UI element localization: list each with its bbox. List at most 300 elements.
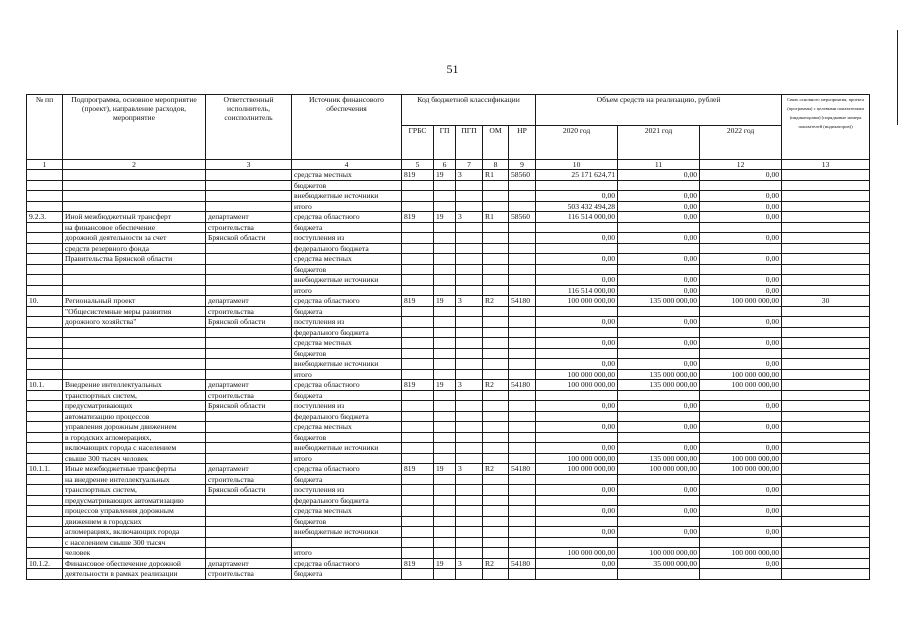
row-code-pgp-cell (456, 359, 483, 370)
row-responsible-cell: департамент (206, 464, 292, 475)
row-code-nr-cell: 58560 (509, 170, 536, 181)
row-indicator-cell (782, 411, 870, 422)
row-value-2020-cell: 100 000 000,00 (536, 464, 618, 475)
row-number-cell (27, 233, 63, 244)
row-code-nr-cell (509, 191, 536, 202)
row-value-2021-cell (618, 306, 700, 317)
row-value-2020-cell: 0,00 (536, 191, 618, 202)
row-source-cell: средства областного (292, 380, 402, 391)
row-name-cell: средств резервного фонда (63, 243, 206, 254)
row-indicator-cell (782, 401, 870, 412)
row-code-grbs-cell: 819 (402, 296, 434, 307)
row-source-cell: бюджета (292, 222, 402, 233)
row-source-cell: бюджетов (292, 516, 402, 527)
row-value-2021-cell: 0,00 (618, 506, 700, 517)
table-row (27, 191, 870, 202)
row-code-gp-cell (434, 317, 456, 328)
row-number-cell (27, 516, 63, 527)
row-indicator-cell (782, 170, 870, 181)
row-source-cell: поступления из (292, 401, 402, 412)
row-code-om-cell (483, 359, 509, 370)
row-indicator-cell (782, 390, 870, 401)
table-row (27, 285, 870, 296)
row-responsible-cell (206, 327, 292, 338)
row-number-cell (27, 243, 63, 254)
row-code-pgp-cell (456, 401, 483, 412)
row-code-grbs-cell (402, 485, 434, 496)
row-name-cell (63, 359, 206, 370)
row-code-grbs-cell (402, 264, 434, 275)
row-responsible-cell (206, 254, 292, 265)
row-number-cell (27, 527, 63, 538)
row-name-cell: на внедрение интеллектуальных (63, 474, 206, 485)
row-source-cell: средства местных (292, 254, 402, 265)
table-row (27, 380, 870, 391)
header-volume: Объем средств на реализацию, рублей (536, 95, 782, 126)
row-code-gp-cell (434, 548, 456, 559)
row-code-nr-cell (509, 569, 536, 580)
row-responsible-cell: департамент (206, 558, 292, 569)
row-name-cell (63, 285, 206, 296)
page-edge-line (897, 30, 898, 125)
row-value-2021-cell: 0,00 (618, 233, 700, 244)
table-row (27, 558, 870, 569)
row-value-2021-cell (618, 569, 700, 580)
row-code-grbs-cell (402, 474, 434, 485)
row-name-cell: свыше 300 тысяч человек (63, 453, 206, 464)
row-code-om-cell (483, 443, 509, 454)
row-number-cell (27, 327, 63, 338)
row-code-pgp-cell (456, 275, 483, 286)
row-value-2022-cell: 0,00 (700, 359, 782, 370)
column-number: 3 (206, 160, 292, 170)
row-indicator-cell (782, 548, 870, 559)
row-value-2021-cell: 0,00 (618, 443, 700, 454)
row-name-cell: агломерациях, включающих города (63, 527, 206, 538)
row-value-2020-cell: 0,00 (536, 275, 618, 286)
table-row (27, 464, 870, 475)
row-value-2020-cell (536, 569, 618, 580)
row-value-2022-cell (700, 516, 782, 527)
row-value-2022-cell: 0,00 (700, 254, 782, 265)
row-value-2020-cell: 0,00 (536, 401, 618, 412)
row-value-2021-cell: 0,00 (618, 191, 700, 202)
row-value-2022-cell (700, 348, 782, 359)
row-code-grbs-cell (402, 222, 434, 233)
row-source-cell: итого (292, 201, 402, 212)
row-value-2022-cell: 0,00 (700, 233, 782, 244)
row-code-nr-cell: 58560 (509, 212, 536, 223)
row-source-cell: бюджетов (292, 348, 402, 359)
row-value-2020-cell (536, 264, 618, 275)
row-code-nr-cell (509, 453, 536, 464)
row-code-pgp-cell (456, 432, 483, 443)
row-value-2022-cell: 0,00 (700, 506, 782, 517)
row-code-om-cell (483, 537, 509, 548)
row-code-pgp-cell: 3 (456, 380, 483, 391)
row-code-pgp-cell (456, 548, 483, 559)
row-code-pgp-cell (456, 495, 483, 506)
row-value-2021-cell (618, 180, 700, 191)
row-code-pgp-cell (456, 411, 483, 422)
row-code-gp-cell (434, 348, 456, 359)
row-indicator-cell (782, 359, 870, 370)
row-value-2022-cell (700, 180, 782, 191)
row-source-cell: федерального бюджета (292, 243, 402, 254)
row-code-om-cell (483, 285, 509, 296)
row-code-grbs-cell (402, 254, 434, 265)
row-value-2021-cell (618, 222, 700, 233)
row-code-gp-cell (434, 506, 456, 517)
row-source-cell: бюджетов (292, 264, 402, 275)
row-code-nr-cell (509, 422, 536, 433)
row-code-grbs-cell (402, 317, 434, 328)
row-indicator-cell (782, 317, 870, 328)
header-source: Источник финансового обеспечения (292, 95, 402, 160)
row-value-2021-cell: 0,00 (618, 317, 700, 328)
row-name-cell (63, 369, 206, 380)
row-code-grbs-cell (402, 327, 434, 338)
row-code-nr-cell (509, 401, 536, 412)
column-number: 8 (483, 160, 509, 170)
row-value-2020-cell (536, 306, 618, 317)
row-responsible-cell (206, 516, 292, 527)
row-value-2021-cell: 100 000 000,00 (618, 548, 700, 559)
row-responsible-cell (206, 180, 292, 191)
row-code-om-cell (483, 348, 509, 359)
row-value-2021-cell (618, 537, 700, 548)
row-name-cell: "Общесистемные меры развития (63, 306, 206, 317)
row-code-nr-cell (509, 254, 536, 265)
row-code-pgp-cell (456, 422, 483, 433)
row-code-om-cell (483, 306, 509, 317)
row-responsible-cell (206, 170, 292, 181)
header-code-om: ОМ (483, 126, 509, 160)
row-value-2020-cell (536, 180, 618, 191)
row-code-pgp-cell (456, 222, 483, 233)
table-row (27, 422, 870, 433)
row-code-gp-cell (434, 254, 456, 265)
row-code-grbs-cell (402, 369, 434, 380)
row-value-2020-cell (536, 327, 618, 338)
row-value-2021-cell: 135 000 000,00 (618, 380, 700, 391)
row-source-cell: итого (292, 369, 402, 380)
row-source-cell: бюджета (292, 390, 402, 401)
row-value-2022-cell (700, 306, 782, 317)
row-value-2021-cell: 0,00 (618, 201, 700, 212)
row-code-grbs-cell (402, 422, 434, 433)
row-code-om-cell (483, 275, 509, 286)
row-value-2020-cell: 100 000 000,00 (536, 369, 618, 380)
row-code-gp-cell: 19 (434, 464, 456, 475)
row-value-2021-cell: 0,00 (618, 170, 700, 181)
row-value-2020-cell (536, 222, 618, 233)
row-source-cell: бюджетов (292, 180, 402, 191)
row-code-pgp-cell (456, 338, 483, 349)
table-row (27, 275, 870, 286)
row-source-cell: поступления из (292, 317, 402, 328)
row-code-gp-cell (434, 201, 456, 212)
row-code-om-cell (483, 495, 509, 506)
row-value-2020-cell: 0,00 (536, 443, 618, 454)
row-responsible-cell: строительства (206, 222, 292, 233)
row-code-grbs-cell (402, 495, 434, 506)
column-number: 4 (292, 160, 402, 170)
row-source-cell: итого (292, 285, 402, 296)
row-code-grbs-cell: 819 (402, 212, 434, 223)
row-code-gp-cell (434, 327, 456, 338)
row-code-gp-cell: 19 (434, 380, 456, 391)
row-code-gp-cell (434, 233, 456, 244)
row-value-2021-cell (618, 348, 700, 359)
row-code-nr-cell (509, 548, 536, 559)
row-code-pgp-cell (456, 369, 483, 380)
row-value-2021-cell (618, 516, 700, 527)
row-value-2021-cell: 35 000 000,00 (618, 558, 700, 569)
row-name-cell (63, 201, 206, 212)
table-row (27, 495, 870, 506)
row-name-cell: Иной межбюджетный трансферт (63, 212, 206, 223)
header-responsible: Ответственный исполнитель, соисполнитель (206, 95, 292, 160)
row-indicator-cell (782, 506, 870, 517)
row-source-cell: внебюджетные источники (292, 191, 402, 202)
row-name-cell: дорожного хозяйства" (63, 317, 206, 328)
row-number-cell (27, 443, 63, 454)
row-code-gp-cell (434, 222, 456, 233)
row-value-2020-cell: 0,00 (536, 422, 618, 433)
row-source-cell: федерального бюджета (292, 411, 402, 422)
row-source-cell: федерального бюджета (292, 495, 402, 506)
row-code-gp-cell (434, 474, 456, 485)
row-value-2022-cell: 0,00 (700, 485, 782, 496)
table-row (27, 537, 870, 548)
row-indicator-cell (782, 222, 870, 233)
row-code-nr-cell (509, 432, 536, 443)
row-name-cell (63, 191, 206, 202)
row-indicator-cell (782, 285, 870, 296)
row-value-2020-cell (536, 243, 618, 254)
row-code-grbs-cell (402, 243, 434, 254)
row-number-cell (27, 338, 63, 349)
column-number: 2 (63, 160, 206, 170)
row-code-gp-cell (434, 443, 456, 454)
row-name-cell: процессов управления дорожным (63, 506, 206, 517)
row-code-om-cell (483, 222, 509, 233)
row-indicator-cell (782, 422, 870, 433)
row-responsible-cell (206, 548, 292, 559)
row-code-om-cell (483, 516, 509, 527)
row-code-om-cell (483, 390, 509, 401)
row-indicator-cell (782, 275, 870, 286)
column-number: 1 (27, 160, 63, 170)
row-value-2021-cell: 135 000 000,00 (618, 453, 700, 464)
row-indicator-cell (782, 432, 870, 443)
row-value-2021-cell: 0,00 (618, 254, 700, 265)
row-indicator-cell (782, 212, 870, 223)
table-row (27, 411, 870, 422)
row-code-grbs-cell (402, 285, 434, 296)
row-value-2020-cell: 100 000 000,00 (536, 453, 618, 464)
row-code-grbs-cell (402, 306, 434, 317)
row-code-om-cell (483, 338, 509, 349)
row-value-2022-cell: 0,00 (700, 201, 782, 212)
row-value-2020-cell: 100 000 000,00 (536, 548, 618, 559)
row-code-gp-cell (434, 264, 456, 275)
row-number-cell: 10. (27, 296, 63, 307)
row-value-2021-cell: 0,00 (618, 275, 700, 286)
row-value-2022-cell: 0,00 (700, 317, 782, 328)
row-number-cell (27, 453, 63, 464)
row-responsible-cell: строительства (206, 390, 292, 401)
row-name-cell (63, 275, 206, 286)
row-name-cell: транспортных систем, (63, 390, 206, 401)
table-row (27, 233, 870, 244)
row-value-2020-cell: 0,00 (536, 527, 618, 538)
row-code-pgp-cell (456, 569, 483, 580)
row-responsible-cell: департамент (206, 380, 292, 391)
row-number-cell (27, 474, 63, 485)
row-responsible-cell (206, 264, 292, 275)
row-value-2021-cell (618, 495, 700, 506)
row-code-gp-cell (434, 516, 456, 527)
row-number-cell (27, 170, 63, 181)
row-code-nr-cell (509, 359, 536, 370)
row-number-cell (27, 485, 63, 496)
table-row (27, 317, 870, 328)
row-code-nr-cell: 54180 (509, 380, 536, 391)
row-value-2022-cell (700, 569, 782, 580)
row-responsible-cell: департамент (206, 296, 292, 307)
row-value-2020-cell: 116 514 000,00 (536, 212, 618, 223)
row-value-2022-cell: 0,00 (700, 275, 782, 286)
table-row (27, 432, 870, 443)
row-code-pgp-cell (456, 390, 483, 401)
row-indicator-cell (782, 306, 870, 317)
page-number: 51 (446, 62, 459, 76)
row-code-gp-cell (434, 275, 456, 286)
row-value-2020-cell: 0,00 (536, 317, 618, 328)
row-number-cell (27, 401, 63, 412)
row-code-om-cell (483, 548, 509, 559)
row-responsible-cell (206, 348, 292, 359)
row-indicator-cell (782, 348, 870, 359)
row-code-nr-cell (509, 275, 536, 286)
row-responsible-cell (206, 275, 292, 286)
row-code-nr-cell: 54180 (509, 558, 536, 569)
row-code-nr-cell (509, 348, 536, 359)
row-source-cell: средства областного (292, 296, 402, 307)
row-source-cell: федерального бюджета (292, 327, 402, 338)
row-indicator-cell (782, 485, 870, 496)
row-code-pgp-cell (456, 201, 483, 212)
row-code-pgp-cell (456, 474, 483, 485)
row-value-2020-cell: 503 432 494,28 (536, 201, 618, 212)
row-source-cell: средства областного (292, 464, 402, 475)
row-indicator-cell (782, 464, 870, 475)
row-code-grbs-cell (402, 527, 434, 538)
row-source-cell: бюджета (292, 306, 402, 317)
row-value-2021-cell: 0,00 (618, 422, 700, 433)
row-value-2020-cell (536, 516, 618, 527)
row-responsible-cell: Брянской области (206, 317, 292, 328)
row-code-nr-cell (509, 485, 536, 496)
row-indicator-cell (782, 264, 870, 275)
row-value-2020-cell: 0,00 (536, 359, 618, 370)
row-responsible-cell (206, 537, 292, 548)
row-code-pgp-cell (456, 443, 483, 454)
row-code-pgp-cell: 3 (456, 558, 483, 569)
row-number-cell (27, 180, 63, 191)
row-code-grbs-cell (402, 275, 434, 286)
row-indicator-cell (782, 443, 870, 454)
row-value-2020-cell: 25 171 624,71 (536, 170, 618, 181)
row-value-2021-cell (618, 243, 700, 254)
row-code-grbs-cell (402, 201, 434, 212)
row-value-2021-cell (618, 411, 700, 422)
row-code-om-cell (483, 485, 509, 496)
row-value-2021-cell (618, 474, 700, 485)
row-code-gp-cell (434, 285, 456, 296)
row-value-2022-cell (700, 264, 782, 275)
row-source-cell: внебюджетные источники (292, 443, 402, 454)
row-code-gp-cell (434, 537, 456, 548)
row-source-cell: средства областного (292, 212, 402, 223)
row-value-2020-cell (536, 537, 618, 548)
row-code-om-cell (483, 264, 509, 275)
row-name-cell: автоматизацию процессов (63, 411, 206, 422)
row-code-nr-cell (509, 506, 536, 517)
row-indicator-cell (782, 254, 870, 265)
row-name-cell (63, 264, 206, 275)
row-value-2020-cell: 0,00 (536, 485, 618, 496)
row-code-grbs-cell (402, 338, 434, 349)
row-source-cell: бюджета (292, 569, 402, 580)
row-responsible-cell: Брянской области (206, 401, 292, 412)
table-row (27, 453, 870, 464)
row-value-2020-cell: 0,00 (536, 254, 618, 265)
row-code-nr-cell (509, 390, 536, 401)
row-code-grbs-cell (402, 537, 434, 548)
row-code-gp-cell (434, 453, 456, 464)
table-row (27, 401, 870, 412)
row-number-cell (27, 191, 63, 202)
row-code-om-cell (483, 432, 509, 443)
table-row (27, 569, 870, 580)
row-code-gp-cell (434, 432, 456, 443)
row-name-cell: Региональный проект (63, 296, 206, 307)
table-row (27, 327, 870, 338)
row-code-pgp-cell (456, 243, 483, 254)
table-row (27, 212, 870, 223)
row-code-pgp-cell (456, 453, 483, 464)
row-number-cell: 10.1.2. (27, 558, 63, 569)
row-value-2021-cell: 0,00 (618, 401, 700, 412)
row-code-gp-cell (434, 306, 456, 317)
column-number: 5 (402, 160, 434, 170)
row-code-om-cell (483, 327, 509, 338)
row-code-om-cell (483, 180, 509, 191)
row-code-pgp-cell (456, 285, 483, 296)
row-code-nr-cell (509, 243, 536, 254)
row-responsible-cell (206, 338, 292, 349)
table-row (27, 243, 870, 254)
header-code-nr: НР (509, 126, 536, 160)
row-code-om-cell (483, 422, 509, 433)
row-code-om-cell (483, 191, 509, 202)
row-code-nr-cell (509, 285, 536, 296)
row-number-cell (27, 369, 63, 380)
row-name-cell (63, 170, 206, 181)
